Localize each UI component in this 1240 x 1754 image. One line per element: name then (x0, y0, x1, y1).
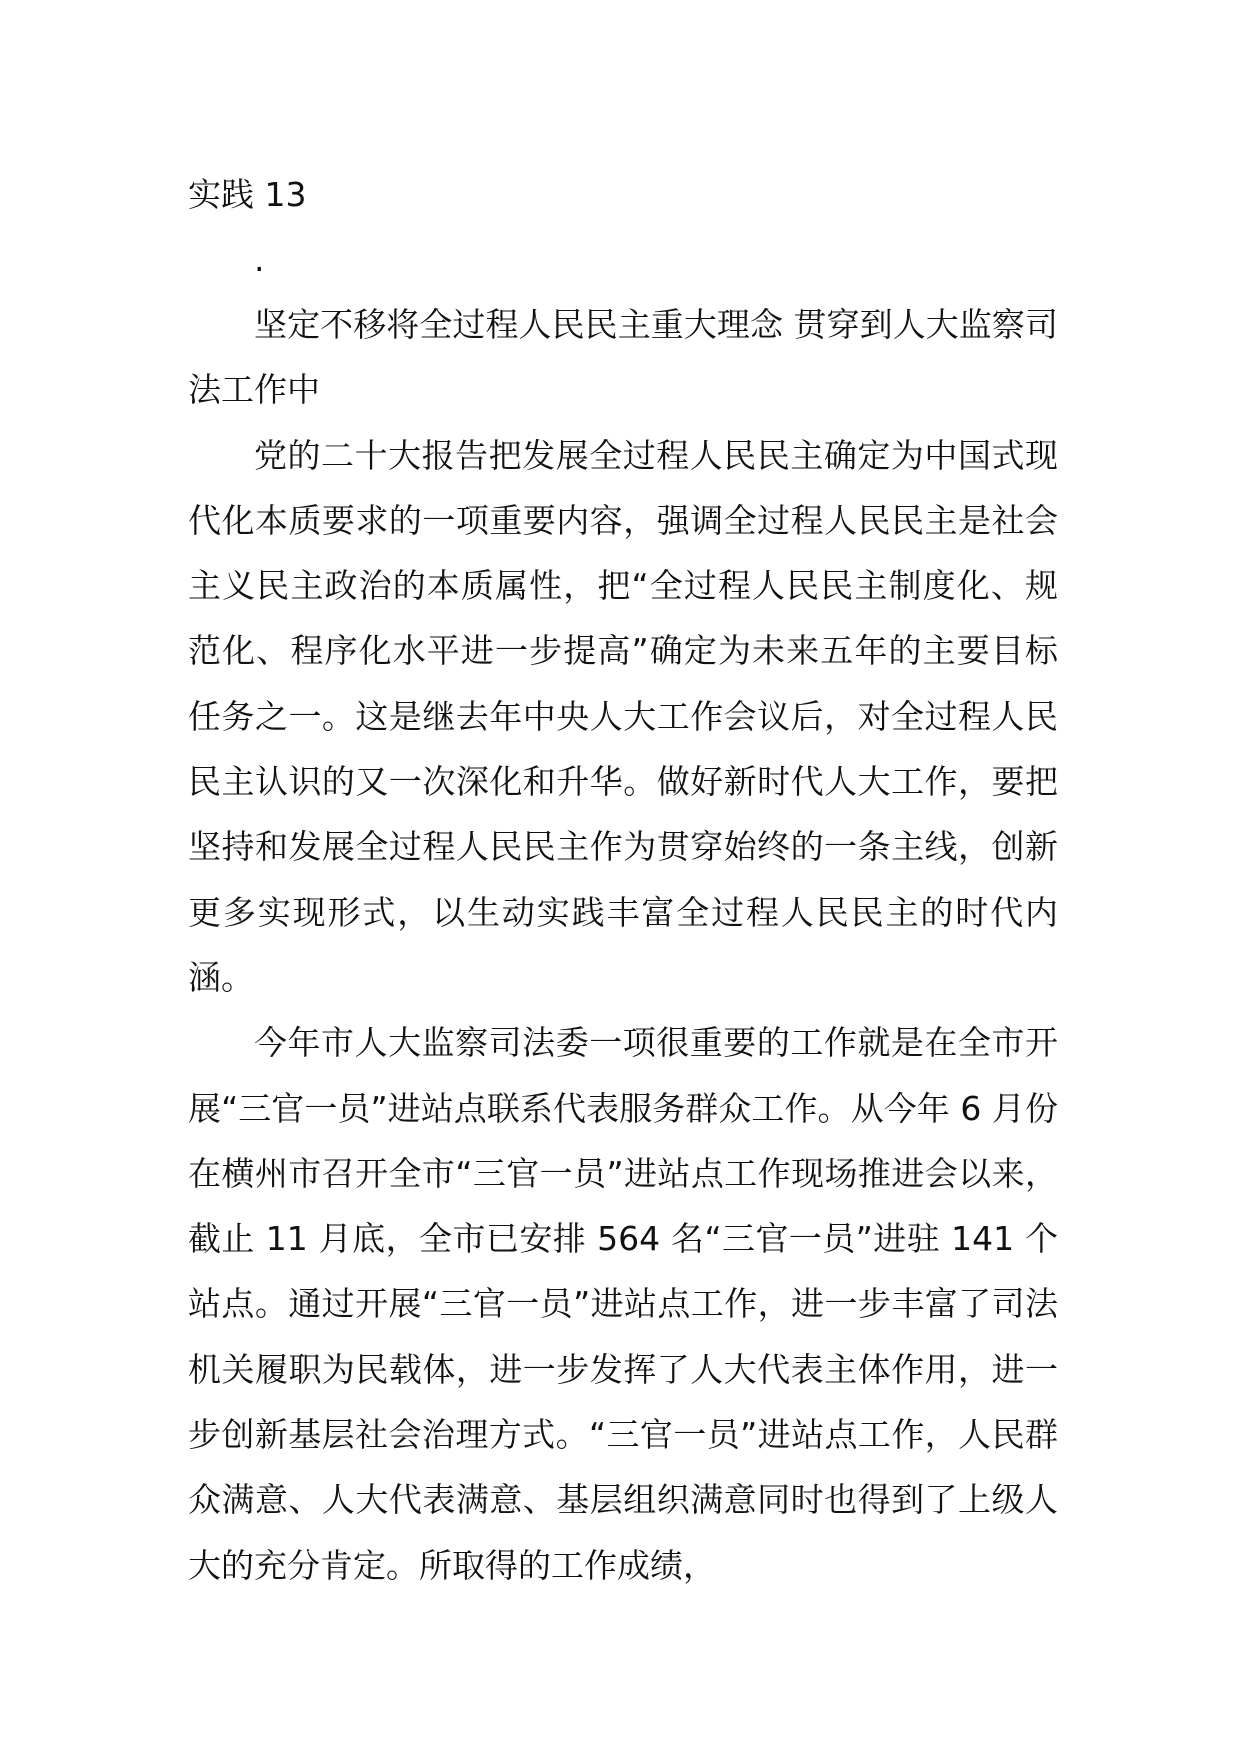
paragraph-2: 今年市人大监察司法委一项很重要的工作就是在全市开展“三官一员”进站点联系代表服务群众工作。从今年 6 月份在横州市召开全市“三官一员”进站点工作现场推进会以来，截止 11 月底，全市已安排 564 名“三官一员”进驻 141 个站点。通过开展“三官一员”进站点工作，进一步丰富了司法机关履职为民载体，进一步发挥了人大代表主体作用，进一步创新基层社会治理方式。“三官一员”进站点工作，人民群众满意、人大代表满意、基层组织满意同时也得到了上级人大的充分肯定。所取得的工作成绩， (188, 1023, 1058, 1585)
paragraph-1: 党的二十大报告把发展全过程人民民主确定为中国式现代化本质要求的一项重要内容，强调全过程人民民主是社会主义民主政治的本质属性，把“全过程人民民主制度化、规范化、程序化水平进一步提高”确定为未来五年的主要目标任务之一。这是继去年中央人大工作会议后，对全过程人民民主认识的又一次深化和升华。做好新时代人大工作，要把坚持和发展全过程人民民主作为贯穿始终的一条主线，创新更多实现形式，以生动实践丰富全过程人民民主的时代内涵。 (188, 435, 1058, 997)
document-title: 坚定不移将全过程人民民主重大理念 贯穿到人大监察司法工作中 (188, 305, 1058, 410)
section-label: 实践 13 (188, 175, 307, 214)
dot-marker: . (254, 240, 265, 279)
document-page (188, 162, 1058, 1598)
